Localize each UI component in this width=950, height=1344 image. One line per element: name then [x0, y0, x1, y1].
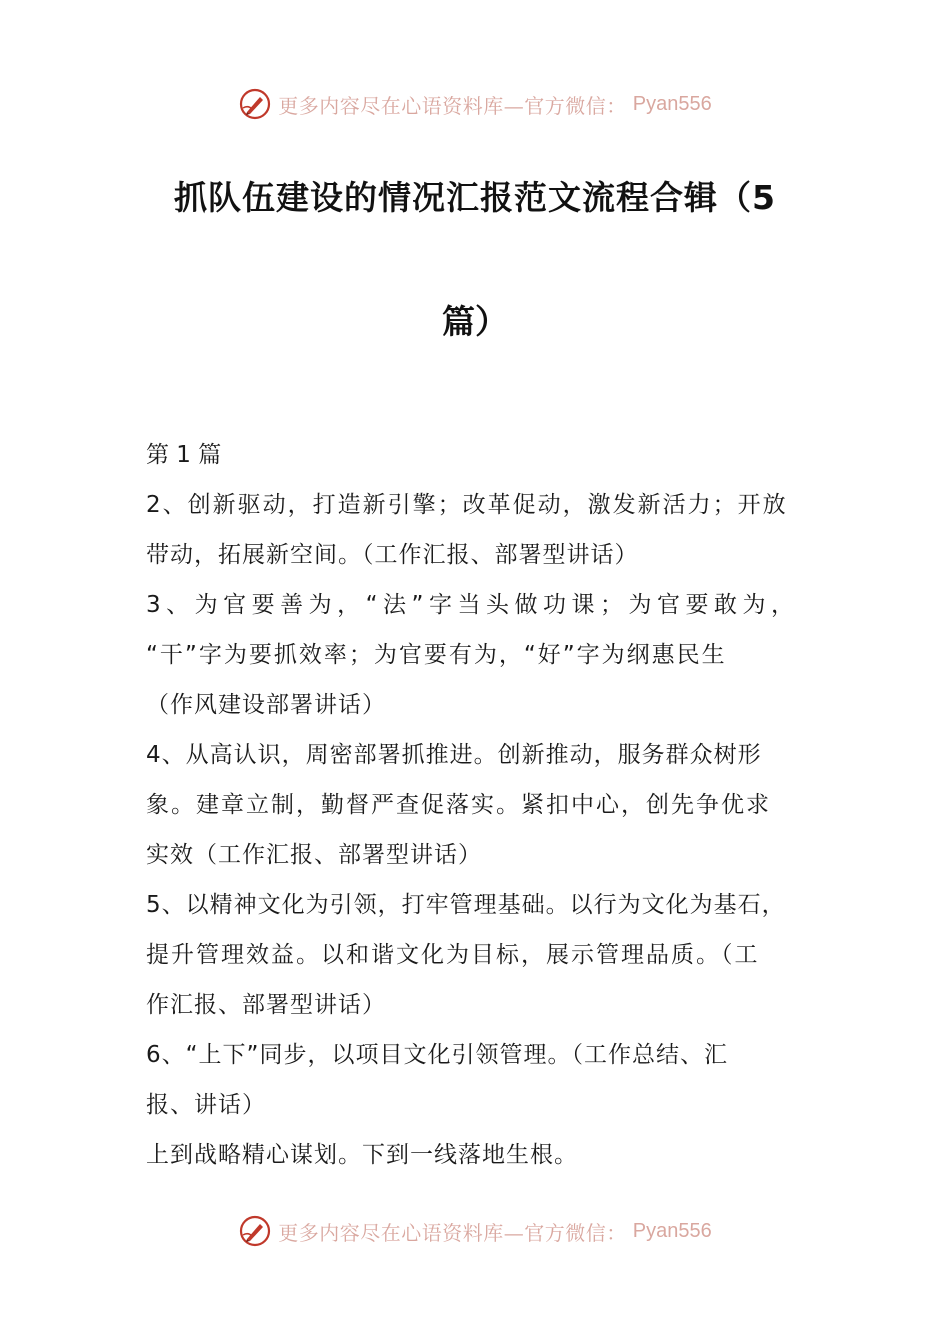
watermark-text: 更多内容尽在心语资料库—官方微信： [278, 93, 627, 118]
body-line: 作汇报、部署型讲话） [146, 992, 386, 1018]
document-body [146, 430, 811, 1180]
document-title-line-1: 抓队伍建设的情况汇报范文流程合辑（5 [174, 178, 776, 217]
body-line: 3、为官要善为，“法”字当头做功课；为官要敢为， [146, 592, 800, 618]
body-line: “干”字为要抓效率；为官要有为，“好”字为纲惠民生 [146, 642, 727, 668]
body-line: 上到战略精心谋划。下到一线落地生根。 [146, 1142, 578, 1168]
body-line: （作风建设部署讲话） [146, 692, 386, 718]
watermark-header [0, 84, 950, 124]
body-line: 报、讲话） [146, 1092, 266, 1118]
body-line: 2、创新驱动，打造新引擎；改革促动，激发新活力；开放 [146, 492, 788, 518]
pen-logo-icon [238, 87, 272, 121]
section-heading: 第 1 篇 [146, 442, 222, 468]
body-line: 6、“上下”同步，以项目文化引领管理。（工作总结、汇 [146, 1042, 728, 1068]
pen-logo-icon [238, 1214, 272, 1248]
watermark-handle: Pyan556 [632, 92, 712, 115]
body-line: 带动，拓展新空间。（工作汇报、部署型讲话） [146, 542, 639, 568]
body-line: 4、从高认识，周密部署抓推进。创新推动，服务群众树形 [146, 742, 762, 768]
watermark-footer [0, 1211, 950, 1251]
body-line: 象。建章立制，勤督严查促落实。紧扣中心，创先争优求 [146, 792, 771, 818]
watermark-handle: Pyan556 [632, 1219, 712, 1242]
body-line: 5、以精神文化为引领，打牢管理基础。以行为文化为基石， [146, 892, 786, 918]
watermark-text: 更多内容尽在心语资料库—官方微信： [278, 1220, 627, 1245]
body-line: 实效（工作汇报、部署型讲话） [146, 842, 482, 868]
body-line: 提升管理效益。以和谐文化为目标，展示管理品质。（工 [146, 942, 760, 968]
document-title-line-2: 篇） [442, 302, 508, 341]
